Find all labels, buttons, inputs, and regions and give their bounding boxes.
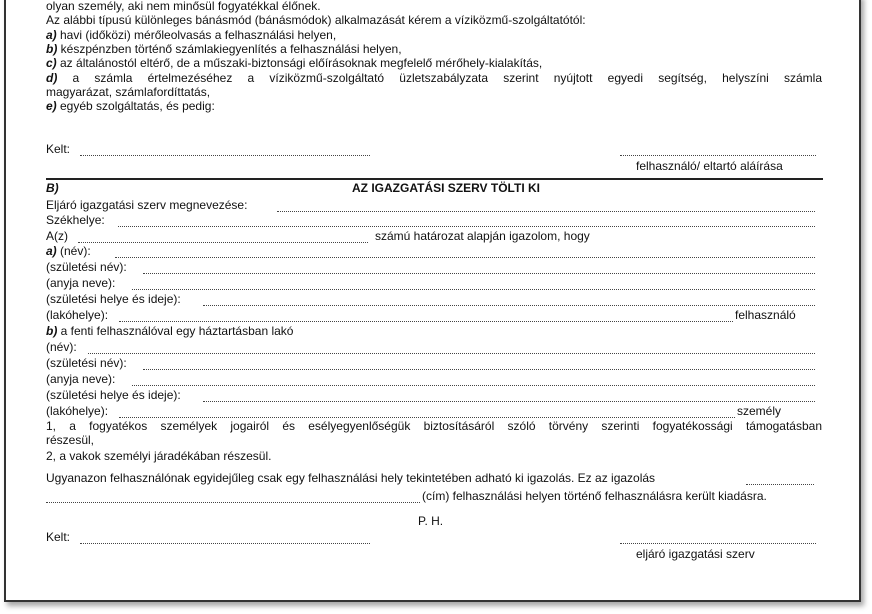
- option-text: egyéb szolgáltatás, és pedig:: [56, 99, 215, 113]
- decision-number-line: [78, 242, 368, 243]
- kelt-label-b: Kelt:: [46, 530, 71, 544]
- authority-name-label: Eljáró igazgatási szerv megnevezése:: [46, 198, 248, 212]
- signature-label-b: eljáró igazgatási szerv: [636, 547, 755, 561]
- b-birth-place-label: (születési helye és ideje):: [46, 388, 181, 402]
- item-2: 2, a vakok személyi járadékában részesül.: [46, 449, 272, 463]
- decision-text: számú határozat alapján igazolom, hogy: [375, 229, 590, 243]
- request-text: Az alábbi típusú különleges bánásmód (bánásmódok) alkalmazását kérem a víziközmű-szolgáltatótól:: [46, 13, 586, 27]
- section-title: AZ IGAZGATÁSI SZERV TÖLTI KI: [352, 181, 540, 195]
- a-birth-name-line: [143, 273, 815, 274]
- option-b: [46, 43, 402, 56]
- seat-label: Székhelye:: [46, 213, 105, 227]
- authority-name-line: [277, 211, 815, 212]
- b-birth-name-label: (születési név):: [46, 356, 127, 370]
- b-name-label: (név):: [46, 340, 77, 354]
- section-letter: B): [46, 181, 59, 195]
- b-suffix: személy: [737, 404, 782, 418]
- kelt-label-a: Kelt:: [46, 142, 71, 156]
- address-line: [46, 502, 420, 503]
- signature-label-a: felhasználó/ eltartó aláírása: [636, 159, 783, 173]
- a-address-line: [119, 321, 733, 322]
- a-address-label: (lakóhelye):: [46, 308, 109, 322]
- once-text: Ugyanazon felhasználónak egyidejűleg csak egy felhasználási hely tekintetében adható ki igazolás. Ez az igazolás: [46, 471, 656, 485]
- option-letter: c): [46, 56, 57, 70]
- option-a: [46, 29, 336, 42]
- b-mother-name-line: [132, 385, 815, 386]
- a-name-row: [46, 245, 91, 258]
- b-mother-name-label: (anyja neve):: [46, 372, 116, 386]
- seat-line: [118, 226, 815, 227]
- signature-line-a: [620, 155, 816, 156]
- option-letter: d): [46, 71, 58, 85]
- signature-line-b: [620, 543, 816, 544]
- option-d: [46, 72, 822, 85]
- section-divider: [46, 178, 823, 180]
- b-birth-name-line: [143, 369, 815, 370]
- a-mother-name-label: (anyja neve):: [46, 276, 116, 290]
- ph-seal-label: P. H.: [418, 514, 444, 528]
- date-line-a: [80, 155, 370, 156]
- option-letter: a): [46, 28, 57, 42]
- b-intro: a fenti felhasználóval egy háztartásban lakó: [57, 324, 294, 338]
- option-text: az általánostól eltérő, de a műszaki-biztonsági előírásoknak megfelelő mérőhely-kialakítás,: [56, 56, 543, 70]
- b-address-label: (lakóhelye):: [46, 404, 109, 418]
- b-intro-row: [46, 325, 293, 338]
- a-name-line: [115, 257, 815, 258]
- a-letter: a): [46, 244, 57, 258]
- a-birth-place-line: [203, 305, 815, 306]
- option-letter: b): [46, 42, 58, 56]
- b-address-line: [119, 417, 735, 418]
- option-c: [46, 57, 542, 70]
- date-line-b: [80, 543, 370, 544]
- b-birth-place-line: [203, 401, 815, 402]
- option-text: készpénzben történő számlakiegyenlítés a felhasználási helyen,: [57, 42, 402, 56]
- a-mother-name-line: [132, 289, 815, 290]
- b-letter: b): [46, 324, 58, 338]
- a-name-label: (név):: [56, 244, 91, 258]
- certificate-line-end: [746, 484, 814, 485]
- a-birth-place-label: (születési helye és ideje):: [46, 292, 181, 306]
- option-d-cont: magyarázat, számlafordíttatás,: [46, 85, 211, 99]
- item-1-line-2: részesül,: [46, 433, 95, 447]
- option-letter: e): [46, 99, 57, 113]
- b-name-line: [88, 353, 815, 354]
- intro-tail: olyan személy, aki nem minősül fogyatékkal élőnek.: [46, 0, 321, 13]
- option-text: havi (időközi) mérőleolvasás a felhasználási helyen,: [56, 28, 337, 42]
- az-label: A(z): [46, 229, 68, 243]
- option-e: [46, 100, 215, 113]
- option-text: a számla értelmezéséhez a víziközmű-szolgáltató üzletszabályzata szerint nyújtott egyedi segítség, helyszíni számla: [57, 71, 822, 85]
- address-text: (cím) felhasználási helyen történő felhasználásra került kiadásra.: [422, 489, 767, 503]
- a-birth-name-label: (születési név):: [46, 260, 127, 274]
- a-suffix: felhasználó: [735, 308, 796, 322]
- item-1-line-1: 1, a fogyatékos személyek jogairól és esélyegyenlőségük biztosításáról szóló törvény szerinti fogyatékossági támogatásban: [46, 419, 822, 433]
